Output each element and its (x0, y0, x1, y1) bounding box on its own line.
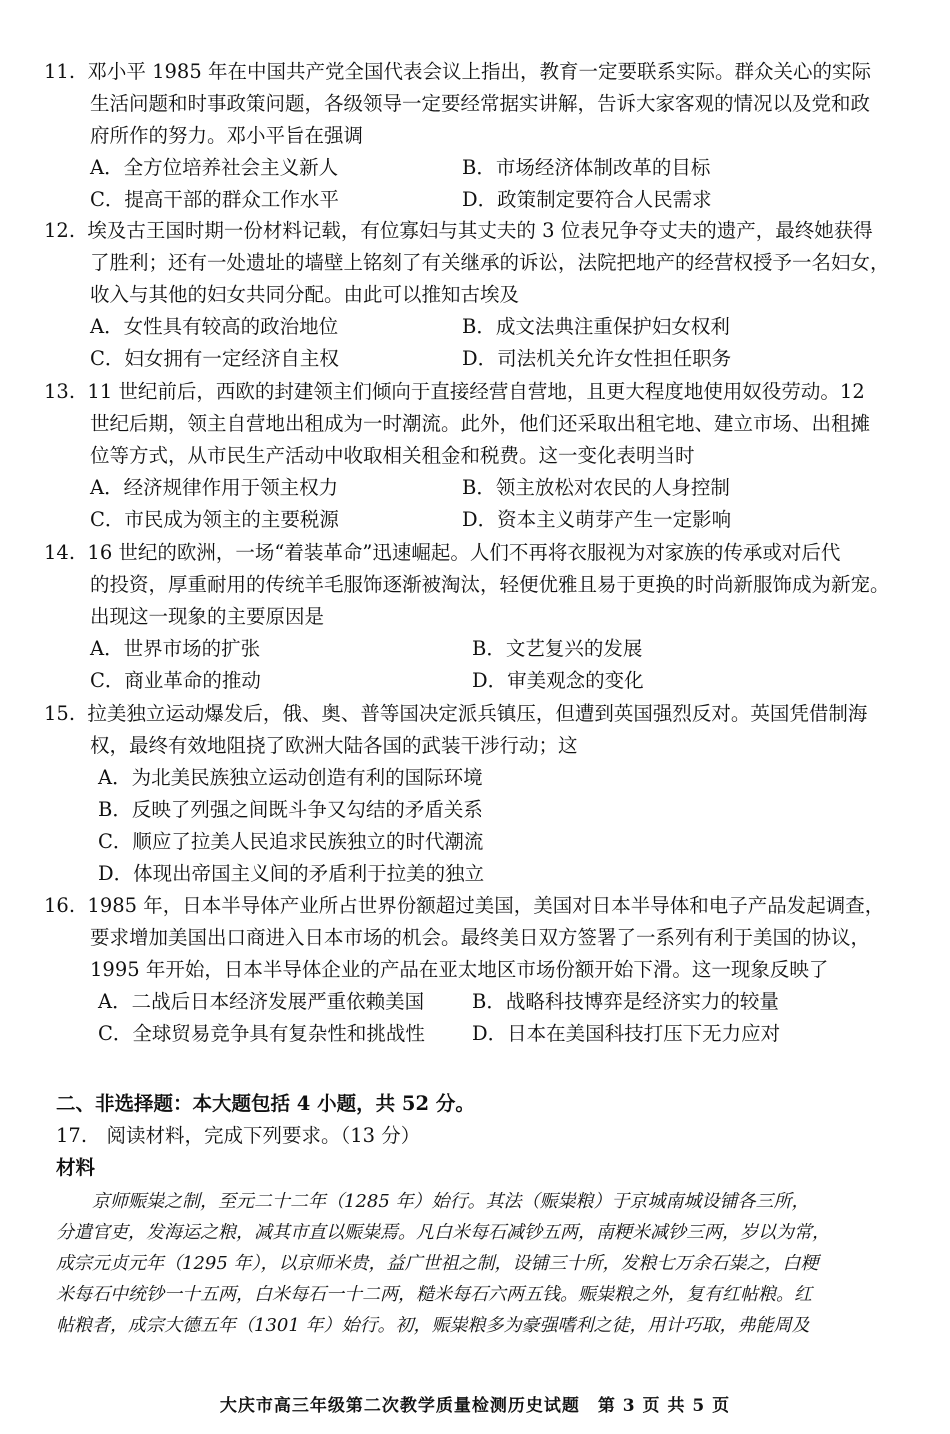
question-12 (44, 215, 924, 375)
question-15-options (44, 762, 924, 890)
question-14-stem-line-1: 14. 16 世纪的欧洲，一场“着装革命”迅速崛起。人们不再将衣服视为对家族的传承或对后代 (44, 541, 841, 564)
question-number: 13. (44, 380, 76, 403)
option-b[interactable]: B．成文法典注重保护妇女权利 (462, 315, 730, 338)
question-16-stem-line-2: 要求增加美国出口商进入日本市场的机会。最终美日双方签署了一系列有利于美国的协议， (90, 926, 871, 949)
question-13-stem-line-3: 位等方式，从市民生产活动中收取相关租金和税费。这一变化表明当时 (90, 444, 695, 467)
question-12-stem-line-1: 12. 埃及古王国时期一份材料记载，有位寡妇与其丈夫的 3 位表兄争夺丈夫的遗产，最终她获得 (44, 219, 873, 242)
question-15-stem-line-2: 权，最终有效地阻挠了欧洲大陆各国的武装干涉行动；这 (90, 734, 578, 757)
question-13-stem-line-1: 13. 11 世纪前后，西欧的封建领主们倾向于直接经营自营地，且更大程度地使用奴役劳动。12 (44, 380, 865, 403)
material-line: 帖粮者，成宗大德五年（1301 年）始行。初，赈粜粮多为豪强嗜利之徒，用计巧取，弗能周及 (56, 1315, 810, 1336)
option-d[interactable]: D．政策制定要符合人民需求 (462, 188, 712, 211)
option-a[interactable]: A．世界市场的扩张 (90, 637, 261, 660)
option-a[interactable]: A．经济规律作用于领主权力 (90, 476, 339, 499)
option-c[interactable]: C．妇女拥有一定经济自主权 (90, 347, 339, 370)
question-11 (44, 56, 924, 216)
question-13-stem-line-2: 世纪后期，领主自营地出租成为一时潮流。此外，他们还采取出租宅地、建立市场、出租摊 (90, 412, 871, 435)
option-d[interactable]: D．审美观念的变化 (472, 669, 644, 692)
question-number: 14. (44, 541, 76, 564)
option-d[interactable]: D．司法机关允许女性担任职务 (462, 347, 732, 370)
option-a[interactable]: A．全方位培养社会主义新人 (90, 156, 339, 179)
option-b[interactable]: B．战略科技博弈是经济实力的较量 (472, 990, 779, 1013)
option-b[interactable]: B．反映了列强之间既斗争又勾结的矛盾关系 (98, 798, 483, 821)
question-12-options (44, 311, 924, 375)
question-number: 12. (44, 219, 76, 242)
question-14-stem-line-2: 的投资，厚重耐用的传统羊毛服饰逐渐被淘汰，轻便优雅且易于更换的时尚新服饰成为新宠。 (90, 573, 890, 596)
option-a[interactable]: A．女性具有较高的政治地位 (90, 315, 339, 338)
question-14 (44, 537, 924, 697)
question-11-options (44, 152, 924, 216)
question-number: 15. (44, 702, 76, 725)
option-c[interactable]: C．商业革命的推动 (90, 669, 261, 692)
option-c[interactable]: C．全球贸易竞争具有复杂性和挑战性 (98, 1022, 425, 1045)
question-number: 11. (44, 60, 76, 83)
material-line: 米每石中统钞一十五两，白米每石一十二两，糙米每石六两五钱。赈粜粮之外，复有红帖粮。红 (56, 1284, 812, 1305)
question-16-stem-line-1: 16. 1985 年，日本半导体产业所占世界份额超过美国，美国对日本半导体和电子产品发起调查， (44, 894, 885, 917)
option-a[interactable]: A．为北美民族独立运动创造有利的国际环境 (98, 766, 483, 789)
option-b[interactable]: B．文艺复兴的发展 (472, 637, 643, 660)
page-footer: 大庆市高三年级第二次教学质量检测历史试题 第 3 页 共 5 页 (219, 1396, 731, 1416)
question-14-options (44, 633, 924, 697)
option-c[interactable]: C．顺应了拉美人民追求民族独立的时代潮流 (98, 830, 484, 853)
question-16-options (44, 986, 924, 1050)
material-line: 分遣官吏，发海运之粮，减其市直以赈粜焉。凡白米每石减钞五两，南粳米减钞三两，岁以为常， (56, 1222, 830, 1243)
question-13-options (44, 472, 924, 536)
option-d[interactable]: D．日本在美国科技打压下无力应对 (472, 1022, 781, 1045)
question-12-stem-line-2: 了胜利；还有一处遗址的墙壁上铭刻了有关继承的诉讼，法院把地产的经营权授予一名妇女， (90, 251, 890, 274)
option-c[interactable]: C．市民成为领主的主要税源 (90, 508, 339, 531)
material-text (56, 1186, 916, 1341)
option-b[interactable]: B．市场经济体制改革的目标 (462, 156, 711, 179)
option-a[interactable]: A．二战后日本经济发展严重依赖美国 (98, 990, 425, 1013)
option-d[interactable]: D．资本主义萌芽产生一定影响 (462, 508, 732, 531)
material-label: 材料 (56, 1156, 96, 1179)
question-14-stem-line-3: 出现这一现象的主要原因是 (90, 605, 325, 628)
question-17-prompt: 17. 阅读材料，完成下列要求。（13 分） (56, 1124, 421, 1147)
section-heading: 二、非选择题：本大题包括 4 小题，共 52 分。 (56, 1092, 475, 1115)
question-11-stem-line-3: 府所作的努力。邓小平旨在强调 (90, 124, 364, 147)
material-line: 京师赈粜之制，至元二十二年（1285 年）始行。其法（赈粜粮）于京城南城设铺各三所， (92, 1191, 810, 1212)
question-12-stem-line-3: 收入与其他的妇女共同分配。由此可以推知古埃及 (90, 283, 520, 306)
option-c[interactable]: C．提高干部的群众工作水平 (90, 188, 339, 211)
option-d[interactable]: D．体现出帝国主义间的矛盾利于拉美的独立 (98, 862, 485, 885)
question-11-stem-line-1: 11. 邓小平 1985 年在中国共产党全国代表会议上指出，教育一定要联系实际。群众关心的实际 (44, 60, 871, 83)
option-b[interactable]: B．领主放松对农民的人身控制 (462, 476, 730, 499)
material-line: 成宗元贞元年（1295 年），以京师米贵，益广世祖之制，设铺三十所，发粮七万余石粜之，白粳 (56, 1253, 819, 1274)
question-11-stem-line-2: 生活问题和时事政策问题，各级领导一定要经常据实讲解，告诉大家客观的情况以及党和政 (90, 92, 871, 115)
question-15 (44, 698, 924, 890)
question-15-stem-line-1: 15. 拉美独立运动爆发后，俄、奥、普等国决定派兵镇压，但遭到英国强烈反对。英国凭借制海 (44, 702, 868, 725)
question-13 (44, 376, 924, 536)
question-16 (44, 890, 924, 1050)
question-16-stem-line-3: 1995 年开始，日本半导体企业的产品在亚太地区市场份额开始下滑。这一现象反映了 (90, 958, 829, 981)
question-number: 16. (44, 894, 76, 917)
